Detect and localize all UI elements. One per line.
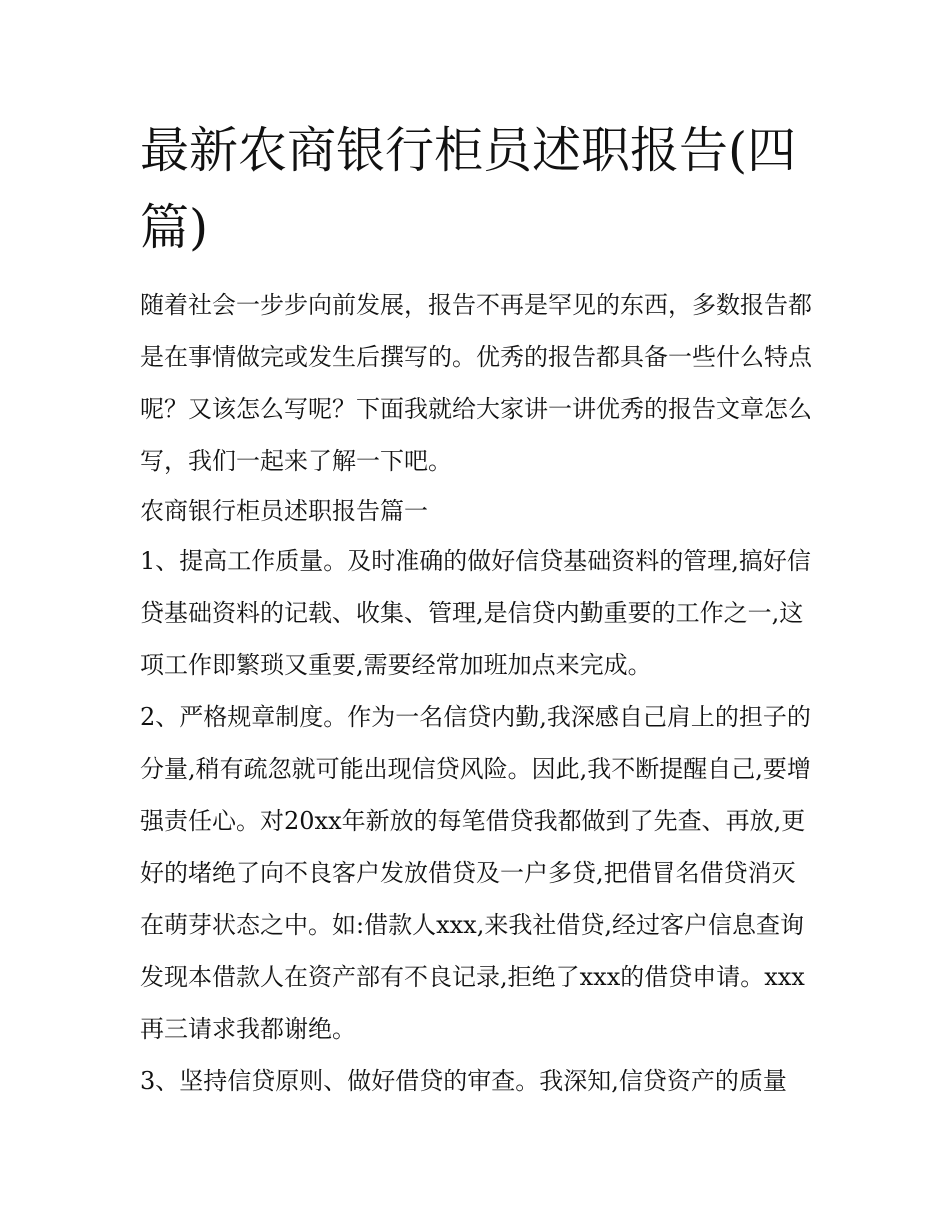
- paragraph-3: 3、坚持信贷原则、做好借贷的审查。我深知,信贷资产的质量: [140, 1067, 787, 1095]
- document-title: 最新农商银行柜员述职报告(四篇): [140, 122, 797, 256]
- intro-paragraph: 随着社会一步步向前发展，报告不再是罕见的东西，多数报告都是在事情做完或发生后撰写的。优秀的报告都具备一些什么特点呢？又该怎么写呢？下面我就给大家讲一讲优秀的报告文章怎么写，我们一起来了解一下吧。: [140, 291, 812, 475]
- paragraph-2: 2、严格规章制度。作为一名信贷内勤,我深感自己肩上的担子的分量,稍有疏忽就可能出现信贷风险。因此,我不断提醒自己,要增强责任心。对20xx年新放的每笔借贷我都做到了先查、再放,更好的堵绝了向不良客户发放借贷及一户多贷,把借冒名借贷消灭在萌芽状态之中。如:借款人xxx,来我社借贷,经过客户信息查询发现本借款人在资产部有不良记录,拒绝了xxx的借贷申请。xxx再三请求我都谢绝。: [140, 703, 811, 1043]
- paragraph-1: 1、提高工作质量。及时准确的做好信贷基础资料的管理,搞好信贷基础资料的记载、收集、管理,是信贷内勤重要的工作之一,这项工作即繁琐又重要,需要经常加班加点来完成。: [140, 547, 811, 679]
- document-body: [140, 112, 815, 1107]
- section-heading: 农商银行柜员述职报告篇一: [140, 497, 428, 525]
